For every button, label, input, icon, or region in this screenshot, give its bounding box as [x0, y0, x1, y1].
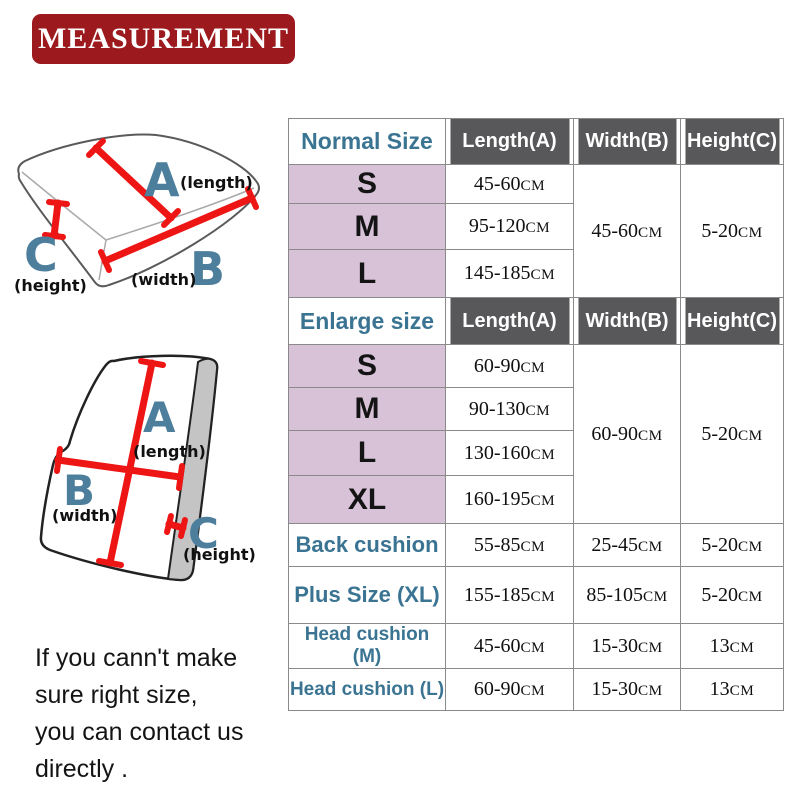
table-row: [289, 524, 784, 567]
length-value: 155-185CM: [446, 567, 574, 624]
column-header-length: Length(A): [446, 119, 574, 165]
size-label: M: [289, 204, 446, 250]
seat-cushion-diagram: [6, 128, 276, 313]
height-value-merged: 5-20CM: [681, 345, 784, 524]
section-title-normal: Normal Size: [289, 119, 446, 165]
length-label-seat: (length): [180, 173, 253, 192]
page-title: MEASUREMENT: [37, 22, 289, 55]
length-value: 45-60CM: [446, 624, 574, 669]
length-value: 45-60CM: [446, 165, 574, 204]
note-line: you can contact us: [35, 718, 244, 746]
width-value: 25-45CM: [574, 524, 681, 567]
column-header-length: Length(A): [446, 298, 574, 345]
column-header-width: Width(B): [574, 298, 681, 345]
measurement-title-badge: [32, 14, 295, 64]
height-label-seat: (height): [14, 276, 87, 295]
table-row: [289, 298, 784, 345]
column-header-height: Height(C): [681, 298, 784, 345]
size-label: S: [289, 345, 446, 388]
height-label-back: (height): [183, 545, 256, 564]
width-value-merged: 60-90CM: [574, 345, 681, 524]
table-row: [289, 567, 784, 624]
table-row: [289, 119, 784, 165]
length-value: 60-90CM: [446, 669, 574, 711]
row-label-back-cushion: Back cushion: [289, 524, 446, 567]
letter-c-seat: C: [24, 228, 58, 282]
letter-c-back: C: [188, 509, 219, 558]
size-label: M: [289, 388, 446, 431]
height-value: 13CM: [681, 624, 784, 669]
length-value: 95-120CM: [446, 204, 574, 250]
row-label-head-cushion-m: Head cushion (M): [289, 624, 446, 669]
length-value: 160-195CM: [446, 476, 574, 524]
length-value: 130-160CM: [446, 431, 574, 476]
height-value: 5-20CM: [681, 567, 784, 624]
row-label-head-cushion-l: Head cushion (L): [289, 669, 446, 711]
width-label-back: (width): [52, 506, 118, 525]
note-line: If you cann't make: [35, 644, 238, 672]
table-row: [289, 669, 784, 711]
letter-b-back: B: [63, 466, 96, 515]
note-line: sure right size,: [35, 681, 198, 709]
size-label: S: [289, 165, 446, 204]
size-label: L: [289, 431, 446, 476]
table-row: [289, 165, 784, 204]
width-value-merged: 45-60CM: [574, 165, 681, 298]
width-value: 15-30CM: [574, 669, 681, 711]
back-cushion-diagram: [30, 352, 265, 627]
height-value: 5-20CM: [681, 524, 784, 567]
section-title-enlarge: Enlarge size: [289, 298, 446, 345]
column-header-height: Height(C): [681, 119, 784, 165]
size-label: L: [289, 250, 446, 298]
table-row: [289, 345, 784, 388]
size-label: XL: [289, 476, 446, 524]
letter-a-back: A: [143, 393, 176, 442]
size-table: [288, 118, 784, 711]
length-value: 60-90CM: [446, 345, 574, 388]
length-label-back: (length): [133, 442, 206, 461]
width-value: 15-30CM: [574, 624, 681, 669]
length-value: 90-130CM: [446, 388, 574, 431]
letter-b-seat: B: [190, 242, 226, 296]
letter-a-seat: A: [144, 153, 180, 207]
length-value: 55-85CM: [446, 524, 574, 567]
height-value-merged: 5-20CM: [681, 165, 784, 298]
width-label-seat: (width): [131, 270, 197, 289]
height-value: 13CM: [681, 669, 784, 711]
row-label-plus-size: Plus Size (XL): [289, 567, 446, 624]
table-row: [289, 624, 784, 669]
column-header-width: Width(B): [574, 119, 681, 165]
contact-note: [35, 640, 243, 788]
note-line: directly .: [35, 755, 129, 783]
width-value: 85-105CM: [574, 567, 681, 624]
length-value: 145-185CM: [446, 250, 574, 298]
